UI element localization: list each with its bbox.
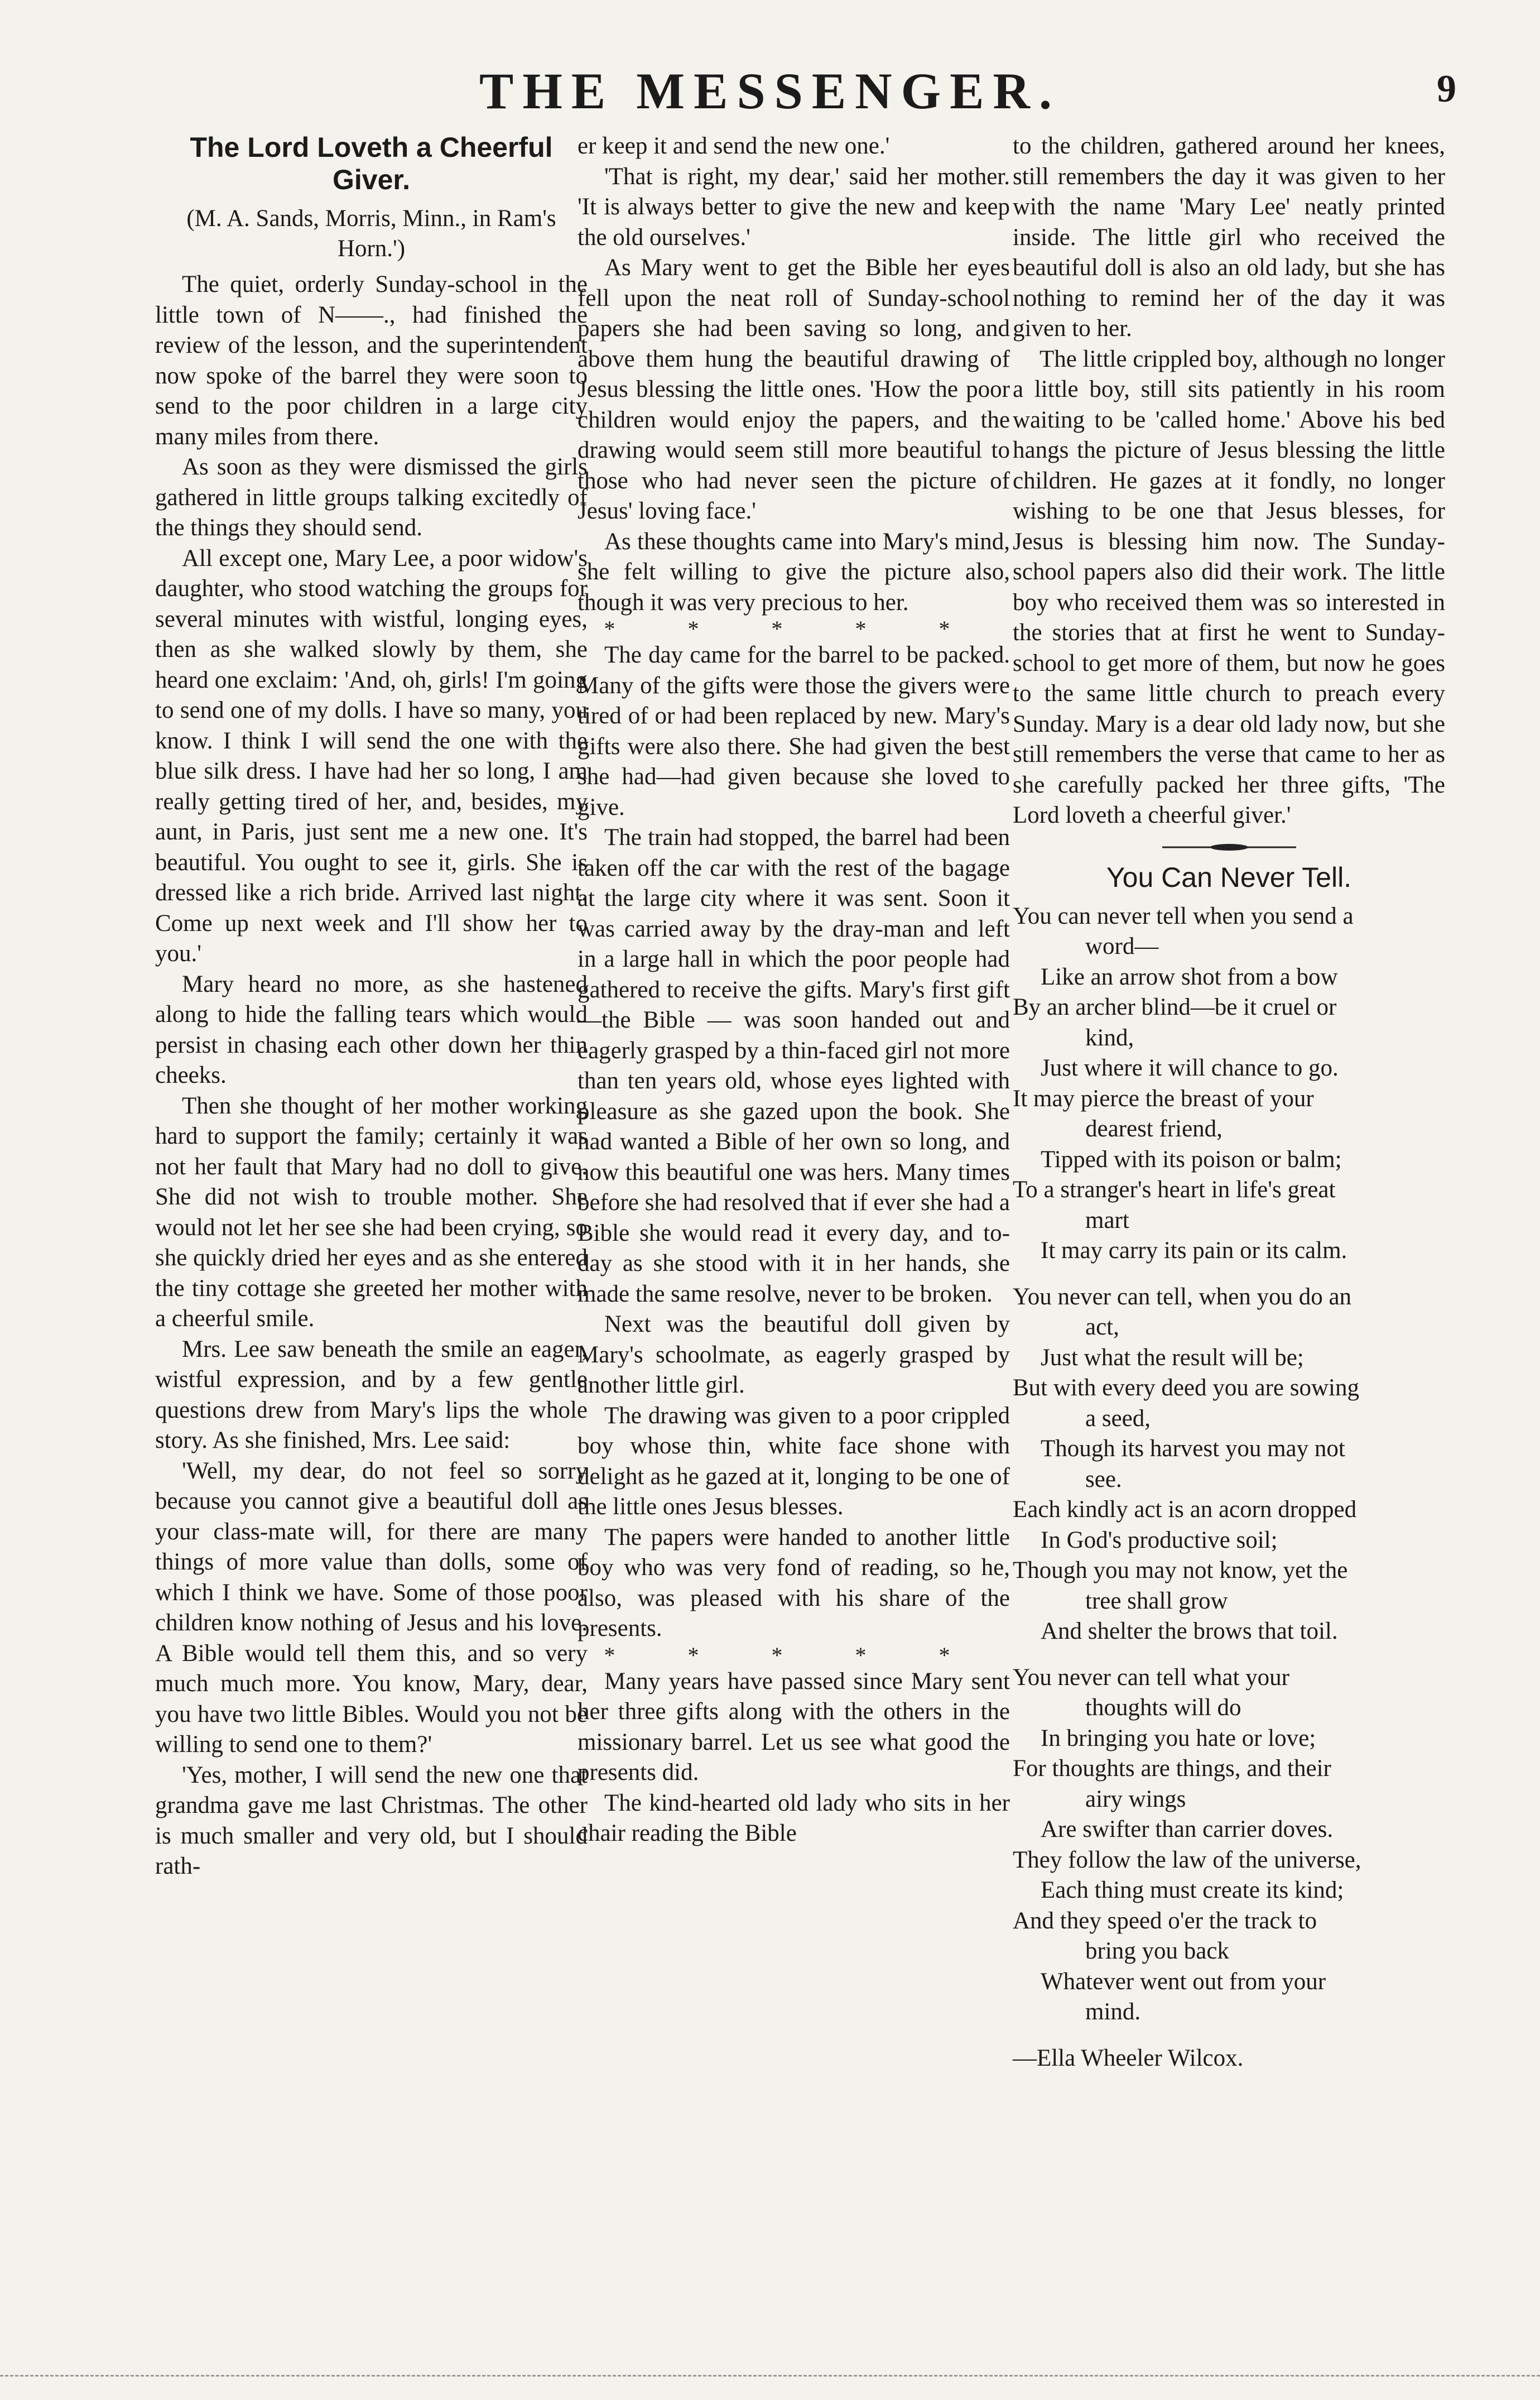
poem-line: bring you back	[1085, 1938, 1229, 1964]
paragraph: The drawing was given to a poor crippled boy whose thin, white face shone with delight as he gazed at it, longing to be one of the little ones Jesus blesses.	[578, 1402, 1010, 1520]
paragraph: Mrs. Lee saw beneath the smile an eager, wistful expression, and by a few gentle questions drew from Mary's lips the whole story. As she finished, Mrs. Lee said:	[155, 1336, 588, 1453]
poem-line: a seed,	[1085, 1405, 1151, 1432]
page-number: 9	[1437, 68, 1456, 111]
paragraph: 'Well, my dear, do not feel so sorry because you cannot give a beautiful doll as your class-mate will, for there are many things of more value than dolls, some of which I think we have. Some of those poor children know nothing of Jesus and his love. A Bible would tell them this, and so very much much more. You know, Mary, dear, you have two little Bibles. Would you not be willing to send one to them?'	[155, 1457, 588, 1758]
poem-line: Each thing must create its kind;	[1041, 1877, 1344, 1903]
poem-line: word—	[1085, 933, 1159, 959]
page-bottom-rule	[0, 2375, 1540, 2377]
masthead	[0, 61, 1540, 134]
paragraph: Mary heard no more, as she hastened along to hide the falling tears which would persist in chasing each other down her thin cheeks.	[155, 971, 588, 1088]
paragraph: As Mary went to get the Bible her eyes fell upon the neat roll of Sunday-school papers she had been saving so long, and above them hung the beautiful drawing of Jesus blessing the little ones. 'How the poor children would enjoy the papers, and the drawing would seem still more beautiful to those who had never seen the picture of Jesus' loving face.'	[578, 255, 1010, 524]
paragraph: As these thoughts came into Mary's mind, she felt willing to give the picture also, though it was very precious to her.	[578, 528, 1010, 616]
poem-line: thoughts will do	[1085, 1695, 1241, 1721]
column-1	[155, 131, 588, 1882]
poem-line: But with every deed you are sowing	[1013, 1375, 1359, 1401]
paragraph: Next was the beautiful doll given by Mary's schoolmate, as eagerly grasped by another little girl.	[578, 1311, 1010, 1398]
paragraph: All except one, Mary Lee, a poor widow's daughter, who stood watching the groups for several minutes with wistful, longing eyes, then as she walked slowly by them, she heard one exclaim: 'And, oh, girls! I'm going to send one of my dolls. I have so many, you know. I think I will send the one with the blue silk dress. I have had her so long, I am really getting tired of her, and, besides, my aunt, in Paris, just sent me a new one. It's beautiful. You ought to see it, girls. She is dressed like a rich bride. Arrived last night. Come up next week and I'll show her to you.'	[155, 545, 588, 967]
poem-title: You Can Never Tell.	[1106, 861, 1352, 893]
poem-line: It may carry its pain or its calm.	[1041, 1237, 1348, 1264]
column-3	[1013, 131, 1445, 2073]
poem-line: And they speed o'er the track to	[1013, 1907, 1317, 1934]
article-title: The Lord Loveth a Cheerful Giver.	[190, 132, 553, 195]
poem-stanza-3	[1013, 1663, 1445, 2028]
paragraph: Then she thought of her mother working hard to support the family; certainly it was not her fault that Mary had no doll to give. She did not wish to trouble mother. She would not let her see she had been crying, so she quickly dried her eyes and as she entered the tiny cottage she greeted her mother with a cheerful smile.	[155, 1092, 588, 1332]
section-break-stars: * * * * *	[604, 1642, 984, 1668]
poem-line: By an archer blind—be it cruel or	[1013, 994, 1337, 1020]
poem-line: In God's productive soil;	[1041, 1527, 1278, 1553]
paragraph: The kind-hearted old lady who sits in her chair reading the Bible	[578, 1789, 1010, 1846]
paragraph: Many years have passed since Mary sent her three gifts along with the others in the missionary barrel. Let us see what good the presents did.	[578, 1668, 1010, 1785]
poem-line: You never can tell, when you do an	[1013, 1283, 1352, 1310]
ornamental-rule	[1013, 843, 1445, 851]
poem-line: Though you may not know, yet the	[1013, 1557, 1348, 1583]
poem-line: To a stranger's heart in life's great	[1013, 1177, 1336, 1203]
poem-line: Just what the result will be;	[1041, 1344, 1304, 1371]
paragraph: to the children, gathered around her knees, still remembers the day it was given to her with the name 'Mary Lee' neatly printed inside. The little girl who received the beautiful doll is also an old lady, but she has nothing to remind her of the day it was given to her.	[1013, 133, 1445, 342]
paragraph: 'Yes, mother, I will send the new one that grandma gave me last Christmas. The other is much smaller and very old, but I should rath-	[155, 1761, 588, 1879]
poem-line: Though its harvest you may not	[1041, 1436, 1345, 1462]
poem-attribution: —Ella Wheeler Wilcox.	[1013, 2044, 1244, 2071]
poem-line: Each kindly act is an acorn dropped	[1013, 1496, 1357, 1523]
poem-stanza-1	[1013, 901, 1445, 1266]
poem-line: act,	[1085, 1314, 1119, 1340]
col1-body	[155, 270, 588, 1882]
newspaper-title: THE MESSENGER.	[479, 63, 1061, 119]
column-2	[578, 131, 1010, 1849]
poem-line: mart	[1085, 1207, 1129, 1233]
poem-body	[1013, 901, 1445, 2074]
poem-line: Like an arrow shot from a bow	[1041, 963, 1338, 990]
poem-line: You can never tell when you send a	[1013, 903, 1354, 929]
poem-line: tree shall grow	[1085, 1587, 1228, 1614]
poem-line: And shelter the brows that toil.	[1041, 1618, 1338, 1644]
poem-line: Tipped with its poison or balm;	[1041, 1146, 1342, 1173]
poem-line: Are swifter than carrier doves.	[1041, 1816, 1334, 1842]
poem-line: kind,	[1085, 1024, 1134, 1051]
ornament-divider-icon	[1162, 843, 1296, 851]
paragraph: The papers were handed to another little boy who was very fond of reading, so he, also, was pleased with his share of the presents.	[578, 1524, 1010, 1641]
poem-line: Just where it will chance to go.	[1041, 1055, 1339, 1081]
paragraph: The little crippled boy, although no longer a little boy, still sits patiently in his room waiting to be 'called home.' Above his bed hangs the picture of Jesus blessing the little children. He gazes at it fondly, no longer wishing to be one that Jesus blesses, for Jesus is blessing him now. The Sunday-school papers also did their work. The little boy who received them was so interested in the stories that at first he went to Sunday-school to get more of them, but now he goes to the same little church to preach every Sunday. Mary is a dear old lady now, but she still remembers the verse that came to her as she carefully packed her three gifts, 'The Lord loveth a cheerful giver.'	[1013, 345, 1445, 828]
poem-line: airy wings	[1085, 1785, 1186, 1812]
paragraph: As soon as they were dismissed the girls gathered in little groups talking excitedly of the things they should send.	[155, 454, 588, 541]
section-break-stars: * * * * *	[604, 616, 984, 641]
poem-line: You never can tell what your	[1013, 1664, 1289, 1691]
poem-line: mind.	[1085, 1999, 1141, 2025]
poem-line: They follow the law of the universe,	[1013, 1846, 1361, 1873]
poem-line: For thoughts are things, and their	[1013, 1755, 1331, 1782]
paragraph: The train had stopped, the barrel had been taken off the car with the rest of the bagage at the large city where it was sent. Soon it was carried away by the dray-man and left in a large hall in which the poor people had gathered to receive the gifts. Mary's first gift—the Bible — was soon handed out and eagerly grasped by a thin-faced girl not more than ten years old, whose eyes lighted with pleasure as she gazed upon the book. She had wanted a Bible of her own so long, and now this beautiful one was hers. Many times before she had resolved that if ever she had a Bible she would read it every day, and to-day as she stood with it in her hands, she made the same resolve, never to be broken.	[578, 824, 1010, 1307]
paragraph: The day came for the barrel to be packed. Many of the gifts were those the givers were tired of or had been replaced by new. Mary's gifts were also there. She had given the best she had—had given because she loved to give.	[578, 642, 1010, 820]
poem-line: see.	[1085, 1466, 1122, 1492]
poem-line: dearest friend,	[1085, 1116, 1223, 1142]
paragraph: 'That is right, my dear,' said her mother. 'It is always better to give the new and keep the old ourselves.'	[578, 163, 1010, 251]
poem-stanza-2	[1013, 1282, 1445, 1647]
poem-line: In bringing you hate or love;	[1041, 1725, 1316, 1751]
poem-line: It may pierce the breast of your	[1013, 1085, 1314, 1112]
paragraph: er keep it and send the new one.'	[578, 133, 890, 159]
article-byline: (M. A. Sands, Morris, Minn., in Ram's Horn.')	[186, 205, 556, 262]
poem-line: Whatever went out from your	[1041, 1968, 1326, 1995]
paragraph: The quiet, orderly Sunday-school in the little town of N——., had finished the review of the lesson, and the superintendent now spoke of the barrel they were soon to send to the poor children in a large city many miles from there.	[155, 271, 588, 450]
